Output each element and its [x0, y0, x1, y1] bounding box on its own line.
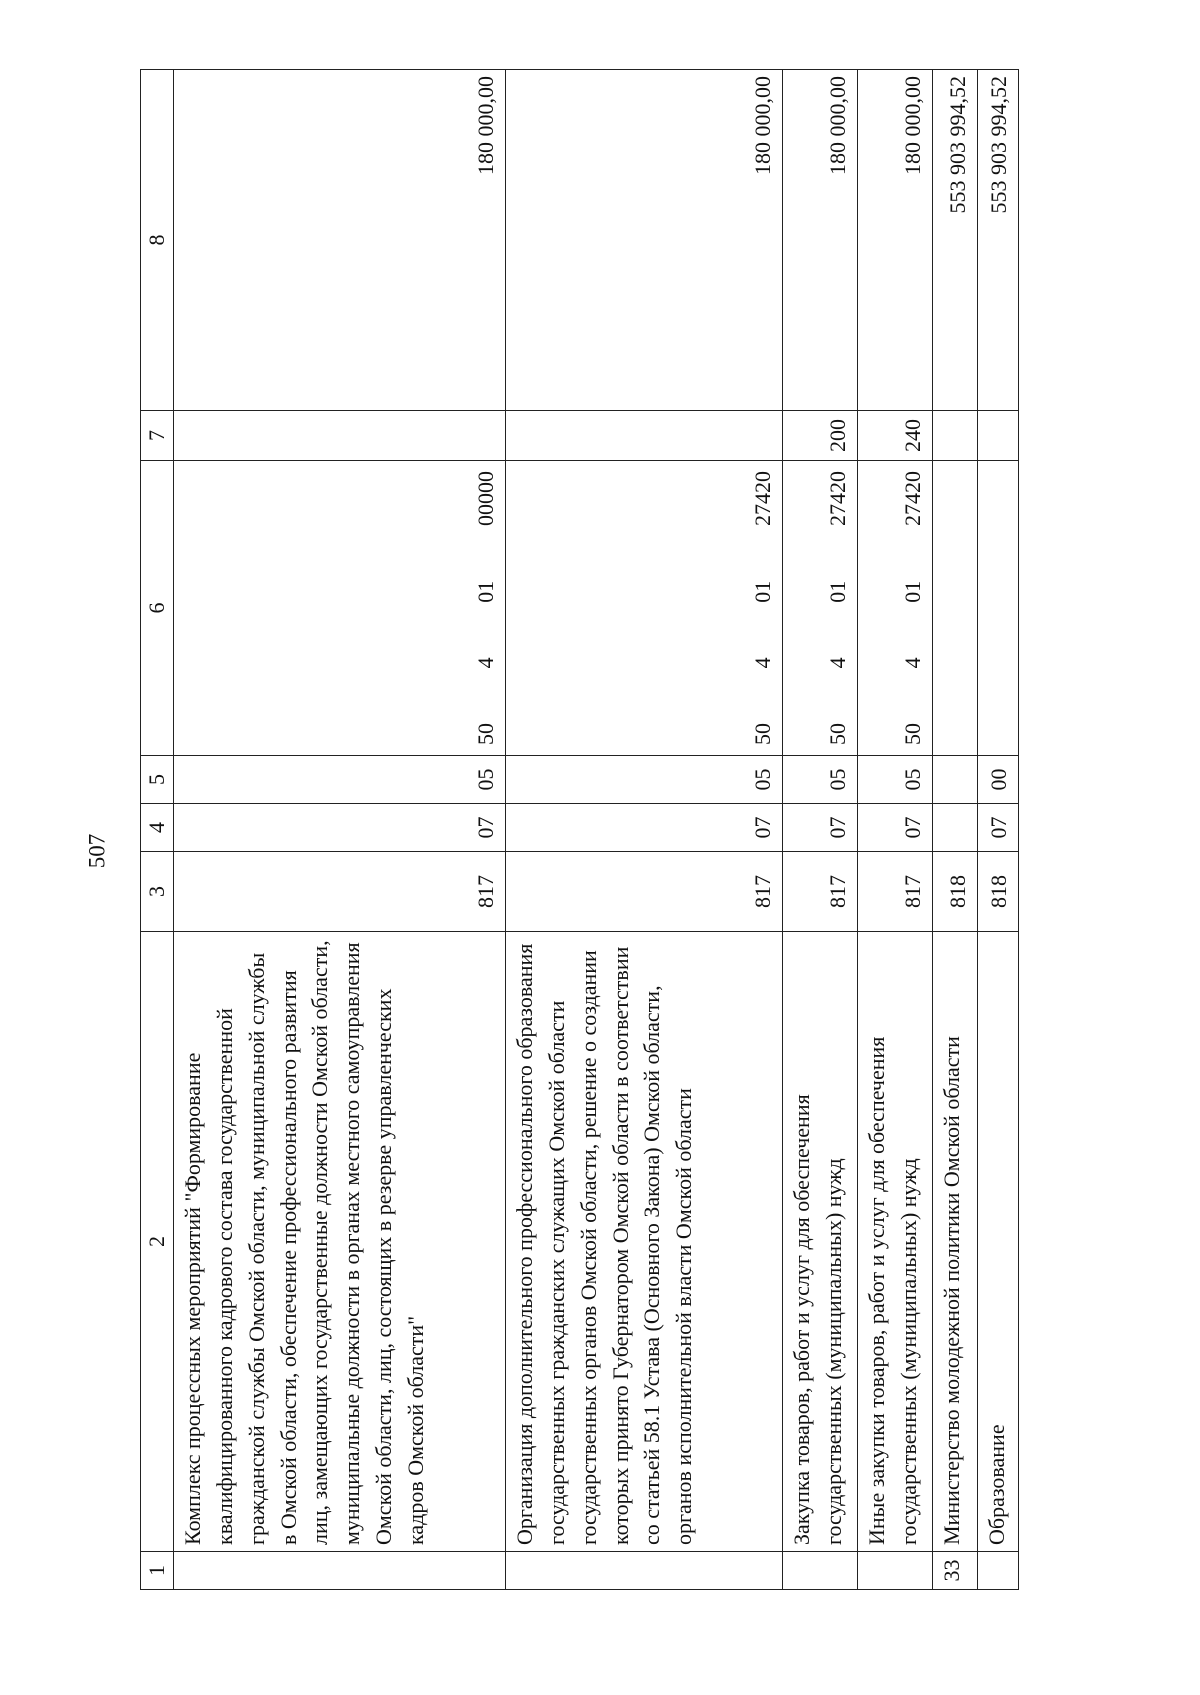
- csr-part: 00000: [473, 471, 498, 527]
- amount: 180 000,00: [173, 70, 505, 411]
- csr-part: 01: [473, 580, 498, 603]
- subsection-code: 00: [977, 756, 1018, 804]
- csr-part: 01: [900, 580, 925, 603]
- csr-part: 27420: [900, 471, 925, 527]
- subsection-code: 05: [505, 756, 782, 804]
- row-number: [977, 1552, 1018, 1590]
- row-number: [505, 1552, 782, 1590]
- section-code: [932, 804, 977, 852]
- subsection-code: 05: [857, 756, 932, 804]
- header-cell: 2: [141, 932, 174, 1552]
- csr-part: 50: [825, 723, 850, 745]
- csr-part: 4: [900, 657, 925, 669]
- grbs-code: 817: [857, 852, 932, 932]
- subsection-code: 05: [782, 756, 857, 804]
- expense-type-code: [173, 411, 505, 461]
- header-cell: 1: [141, 1552, 174, 1590]
- target-article-code: [932, 461, 977, 756]
- row-name: Организация дополнительного профессионального образования государственных гражданских служащих Омской области государственных органов Омской области, решение о создании которых принято Губернатором Омской области в соответствии со статьей 58.1 Устава (Основного Закона) Омской области, органов исполнительной власти Омской области: [505, 932, 782, 1552]
- csr-part: 4: [750, 657, 775, 669]
- amount: 180 000,00: [782, 70, 857, 411]
- csr-part: 01: [825, 580, 850, 603]
- csr-part: 50: [750, 723, 775, 745]
- header-cell: 5: [141, 756, 174, 804]
- row-number: [782, 1552, 857, 1590]
- table-row: [857, 70, 932, 1590]
- row-name: Образование: [977, 932, 1018, 1552]
- row-number: 33: [932, 1552, 977, 1590]
- header-row: [141, 70, 174, 1590]
- row-name: Закупка товаров, работ и услуг для обеспечения государственных (муниципальных) нужд: [782, 932, 857, 1552]
- table-row: [932, 70, 977, 1590]
- expense-type-code: [977, 411, 1018, 461]
- target-article-code: [977, 461, 1018, 756]
- target-article-code: [505, 461, 782, 756]
- budget-table: [140, 69, 1019, 1590]
- expense-type-code: [505, 411, 782, 461]
- section-code: 07: [857, 804, 932, 852]
- section-code: 07: [977, 804, 1018, 852]
- expense-type-code: 240: [857, 411, 932, 461]
- row-name: Министерство молодежной политики Омской области: [932, 932, 977, 1552]
- target-article-code: [173, 461, 505, 756]
- row-number: [173, 1552, 505, 1590]
- table-row: [977, 70, 1018, 1590]
- csr-part: 27420: [750, 471, 775, 527]
- csr-part: 50: [900, 723, 925, 745]
- csr-part: 27420: [825, 471, 850, 527]
- table-row: [782, 70, 857, 1590]
- amount: 553 903 994,52: [977, 70, 1018, 411]
- grbs-code: 817: [173, 852, 505, 932]
- csr-part: 50: [473, 723, 498, 745]
- amount: 553 903 994,52: [932, 70, 977, 411]
- header-cell: 6: [141, 461, 174, 756]
- subsection-code: [932, 756, 977, 804]
- csr-part: 4: [825, 657, 850, 669]
- csr-part: 01: [750, 580, 775, 603]
- section-code: 07: [173, 804, 505, 852]
- grbs-code: 817: [782, 852, 857, 932]
- section-code: 07: [782, 804, 857, 852]
- row-name: Комплекс процессных мероприятий "Формирование квалифицированного кадрового состава государственной гражданской службы Омской области, муниципальной службы в Омской области, обеспечение профессионального развития лиц, замещающих государственные должности Омской области, муниципальные должности в органах местного самоуправления Омской области, лиц, состоящих в резерве управленческих кадров Омской области": [173, 932, 505, 1552]
- page-number: 507: [84, 833, 110, 869]
- target-article-code: [857, 461, 932, 756]
- header-cell: 4: [141, 804, 174, 852]
- amount: 180 000,00: [505, 70, 782, 411]
- amount: 180 000,00: [857, 70, 932, 411]
- grbs-code: 817: [505, 852, 782, 932]
- header-cell: 7: [141, 411, 174, 461]
- header-cell: 8: [141, 70, 174, 411]
- csr-part: 4: [473, 657, 498, 669]
- budget-table-container: [140, 70, 1095, 1590]
- target-article-code: [782, 461, 857, 756]
- grbs-code: 818: [932, 852, 977, 932]
- table-row: [173, 70, 505, 1590]
- expense-type-code: 200: [782, 411, 857, 461]
- table-row: [505, 70, 782, 1590]
- expense-type-code: [932, 411, 977, 461]
- row-name: Иные закупки товаров, работ и услуг для обеспечения государственных (муниципальных) нужд: [857, 932, 932, 1552]
- section-code: 07: [505, 804, 782, 852]
- grbs-code: 818: [977, 852, 1018, 932]
- row-number: [857, 1552, 932, 1590]
- header-cell: 3: [141, 852, 174, 932]
- subsection-code: 05: [173, 756, 505, 804]
